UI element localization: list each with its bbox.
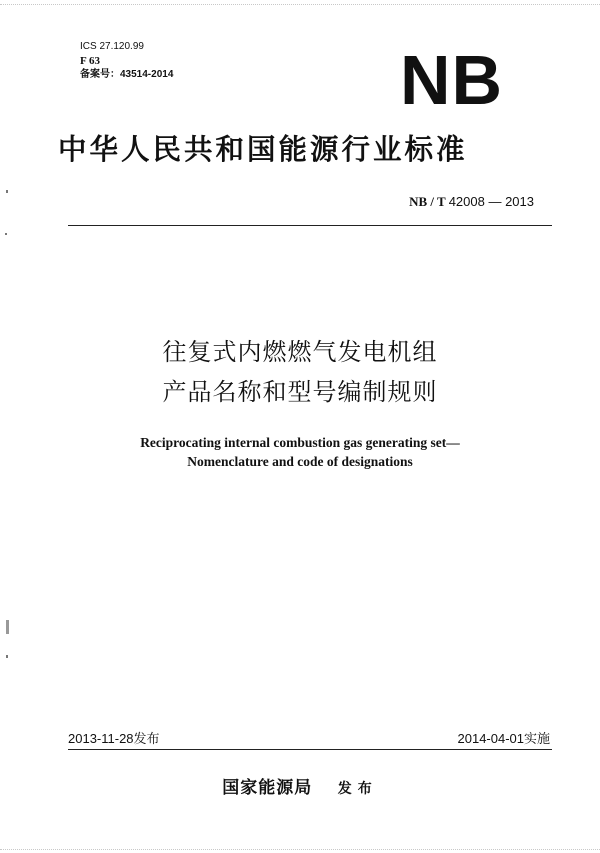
publisher-verb: 发布 [337, 781, 378, 797]
standard-category-title: 中华人民共和国能源行业标准 [58, 133, 468, 166]
standard-code: 42008 — 2013 [448, 194, 534, 209]
implementation-date: 2014-04-01实施 [457, 731, 550, 746]
ccs-code: F 63 [80, 55, 101, 67]
scan-edge-top [0, 4, 600, 6]
chinese-title [0, 332, 600, 412]
chinese-title-line-1: 往复式内燃燃气发电机组 [162, 338, 438, 366]
scan-speck [6, 655, 8, 658]
ics-code: ICS 27.120.99 [80, 41, 144, 52]
issue-date: 2013-11-28发布 [68, 731, 160, 746]
footer-divider [68, 749, 552, 750]
standard-prefix: NB / T [409, 194, 446, 209]
standard-number [409, 194, 534, 210]
publisher-org: 国家能源局 [222, 778, 313, 798]
nb-logo: NB [400, 41, 504, 119]
record-number: 备案号：43514-2014 [80, 69, 174, 80]
scan-speck [5, 233, 7, 235]
publisher [0, 773, 600, 798]
english-title-line-2: Nomenclature and code of designations [187, 454, 413, 469]
header-divider [68, 225, 552, 226]
scan-speck [6, 620, 9, 634]
scan-edge-bottom [0, 849, 600, 851]
scan-speck [6, 190, 8, 193]
english-title [0, 433, 600, 471]
classification-block [80, 40, 173, 82]
english-title-line-1: Reciprocating internal combustion gas generating set— [140, 435, 460, 450]
chinese-title-line-2: 产品名称和型号编制规则 [162, 378, 438, 406]
